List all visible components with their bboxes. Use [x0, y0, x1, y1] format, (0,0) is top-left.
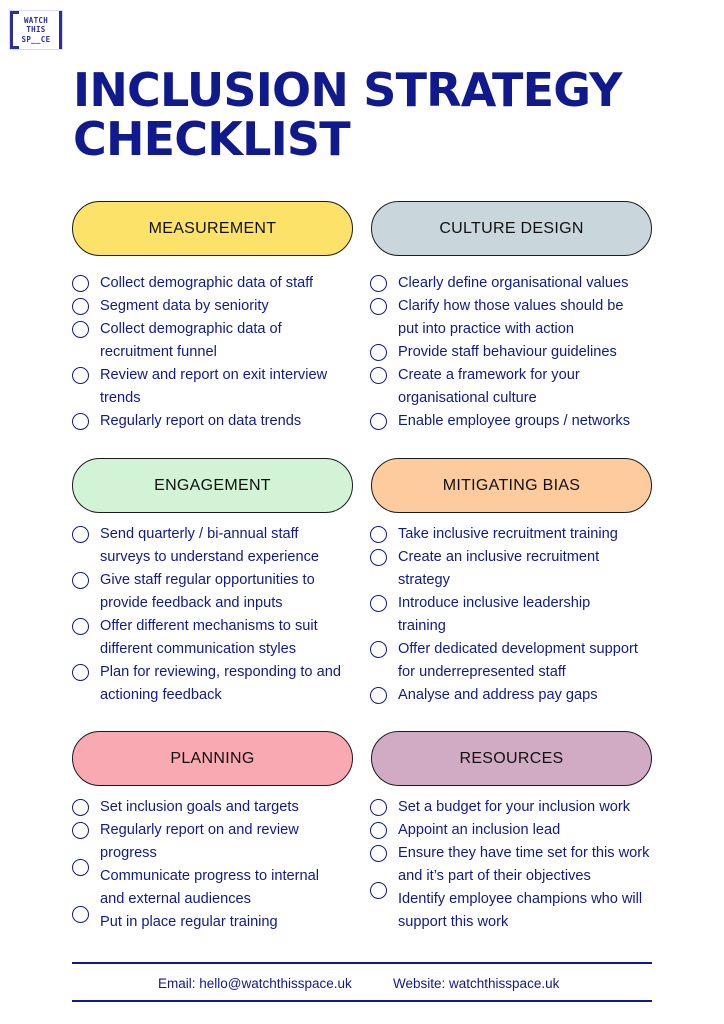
checklist-item-text: Introduce inclusive leadership training [398, 595, 591, 634]
section-title: PLANNING [170, 749, 255, 767]
checkbox-circle-icon[interactable] [370, 822, 387, 839]
footer-divider-bottom [72, 1000, 652, 1002]
checklist-item-text: Regularly report on data trends [100, 413, 302, 429]
checkbox-circle-icon[interactable] [370, 526, 387, 543]
checklist-item[interactable] [370, 842, 655, 888]
checklist-item[interactable] [72, 569, 337, 615]
checklist-item[interactable] [72, 272, 362, 295]
checklist-item[interactable] [370, 341, 660, 364]
checklist-item[interactable] [72, 911, 362, 934]
section-title: RESOURCES [459, 749, 564, 767]
section-header-resources [371, 731, 652, 786]
logo-line: THIS [26, 25, 46, 35]
checkbox-circle-icon[interactable] [72, 298, 89, 315]
checklist-measurement [72, 272, 362, 433]
section-header-culture-design [371, 201, 652, 256]
checklist-item-text: Review and report on exit interview trends [100, 367, 328, 406]
footer-divider-top [72, 962, 652, 964]
footer-website[interactable]: Website: watchthisspace.uk [393, 976, 560, 991]
checklist-item[interactable] [370, 364, 615, 410]
checklist-item[interactable] [72, 819, 327, 865]
checklist-item-text: Collect demographic data of staff [100, 275, 314, 291]
checkbox-circle-icon[interactable] [72, 664, 89, 681]
section-header-measurement [72, 201, 353, 256]
checklist-item[interactable] [370, 638, 645, 684]
checklist-engagement [72, 523, 362, 707]
checkbox-circle-icon[interactable] [72, 526, 89, 543]
checkbox-circle-icon[interactable] [72, 321, 89, 338]
checklist-item-text: Communicate progress to internal and external audiences [100, 868, 320, 907]
checklist-item-text: Provide staff behaviour guidelines [398, 344, 617, 360]
checkbox-circle-icon[interactable] [72, 618, 89, 635]
checklist-culture-design [370, 272, 660, 433]
checklist-item-text: Put in place regular training [100, 914, 278, 930]
checklist-item[interactable] [370, 295, 645, 341]
checklist-item-text: Take inclusive recruitment training [398, 526, 618, 542]
checklist-item-text: Create an inclusive recruitment strategy [398, 549, 600, 588]
checklist-item-text: Create a framework for your organisational culture [398, 367, 580, 406]
checklist-item-text: Offer different mechanisms to suit different communication styles [100, 618, 318, 657]
page-title-line-2: CHECKLIST [73, 112, 350, 166]
checklist-item-text: Identify employee champions who will support this work [398, 891, 643, 930]
checklist-item[interactable] [72, 615, 342, 661]
checklist-item-text: Appoint an inclusion lead [398, 822, 561, 838]
checklist-item[interactable] [370, 796, 660, 819]
checkbox-circle-icon[interactable] [370, 799, 387, 816]
checklist-item[interactable] [72, 364, 352, 410]
section-title: CULTURE DESIGN [439, 219, 584, 237]
checklist-item[interactable] [370, 410, 660, 433]
checklist-item[interactable] [72, 796, 362, 819]
checklist-item[interactable] [72, 318, 332, 364]
checklist-item[interactable] [72, 295, 362, 318]
checkbox-circle-icon[interactable] [72, 799, 89, 816]
checkbox-circle-icon[interactable] [370, 595, 387, 612]
checkbox-circle-icon[interactable] [72, 572, 89, 589]
checklist-item[interactable] [72, 523, 337, 569]
checklist-item-text: Segment data by seniority [100, 298, 269, 314]
checkbox-circle-icon[interactable] [370, 344, 387, 361]
checkbox-circle-icon[interactable] [370, 367, 387, 384]
checkbox-circle-icon[interactable] [72, 859, 89, 876]
section-title: MEASUREMENT [148, 219, 277, 237]
section-header-engagement [72, 458, 353, 513]
checkbox-circle-icon[interactable] [72, 367, 89, 384]
checkbox-circle-icon[interactable] [72, 906, 89, 923]
checklist-item-text: Offer dedicated development support for underrepresented staff [398, 641, 638, 680]
section-header-mitigating-bias [371, 458, 652, 513]
section-title: ENGAGEMENT [154, 476, 271, 494]
checklist-item[interactable] [370, 684, 660, 707]
checkbox-circle-icon[interactable] [370, 413, 387, 430]
checkbox-circle-icon[interactable] [370, 549, 387, 566]
checklist-item-text: Regularly report on and review progress [100, 822, 299, 861]
checklist-mitigating-bias [370, 523, 660, 707]
checklist-item[interactable] [72, 865, 347, 911]
checklist-item-text: Ensure they have time set for this work and it’s part of their objectives [398, 845, 650, 884]
checklist-item-text: Plan for reviewing, responding to and actioning feedback [100, 664, 341, 703]
logo-line: WATCH [23, 15, 49, 25]
checkbox-circle-icon[interactable] [370, 882, 387, 899]
section-title: MITIGATING BIAS [442, 476, 581, 494]
checklist-item-text: Enable employee groups / networks [398, 413, 631, 429]
checklist-item[interactable] [370, 523, 660, 546]
checklist-item[interactable] [370, 592, 620, 638]
checkbox-circle-icon[interactable] [370, 298, 387, 315]
checklist-item-text: Set a budget for your inclusion work [398, 799, 631, 815]
checklist-item[interactable] [72, 661, 357, 707]
logo [10, 11, 62, 49]
checkbox-circle-icon[interactable] [72, 822, 89, 839]
section-header-planning [72, 731, 353, 786]
checklist-item-text: Set inclusion goals and targets [100, 799, 299, 815]
checklist-item[interactable] [370, 546, 625, 592]
checkbox-circle-icon[interactable] [370, 275, 387, 292]
checkbox-circle-icon[interactable] [370, 687, 387, 704]
checklist-resources [370, 796, 660, 934]
checkbox-circle-icon[interactable] [370, 845, 387, 862]
checklist-item[interactable] [370, 888, 645, 934]
checklist-planning [72, 796, 362, 934]
checklist-item[interactable] [370, 272, 660, 295]
checklist-item[interactable] [72, 410, 362, 433]
checklist-item-text: Send quarterly / bi-annual staff surveys to understand experience [100, 526, 320, 565]
checklist-item-text: Clearly define organisational values [398, 275, 629, 291]
checklist-item-text: Clarify how those values should be put into practice with action [398, 298, 624, 337]
footer-email[interactable]: Email: hello@watchthisspace.uk [158, 976, 352, 991]
checklist-item-text: Give staff regular opportunities to provide feedback and inputs [100, 572, 315, 611]
page-title-line-1: INCLUSION STRATEGY [73, 63, 622, 117]
checkbox-circle-icon[interactable] [370, 641, 387, 658]
logo-line: SP__CE [21, 34, 51, 44]
checklist-item-text: Analyse and address pay gaps [398, 687, 598, 703]
checkbox-circle-icon[interactable] [72, 275, 89, 292]
checkbox-circle-icon[interactable] [72, 413, 89, 430]
page-title [73, 63, 622, 166]
checklist-item[interactable] [370, 819, 660, 842]
checklist-item-text: Collect demographic data of recruitment funnel [100, 321, 282, 360]
